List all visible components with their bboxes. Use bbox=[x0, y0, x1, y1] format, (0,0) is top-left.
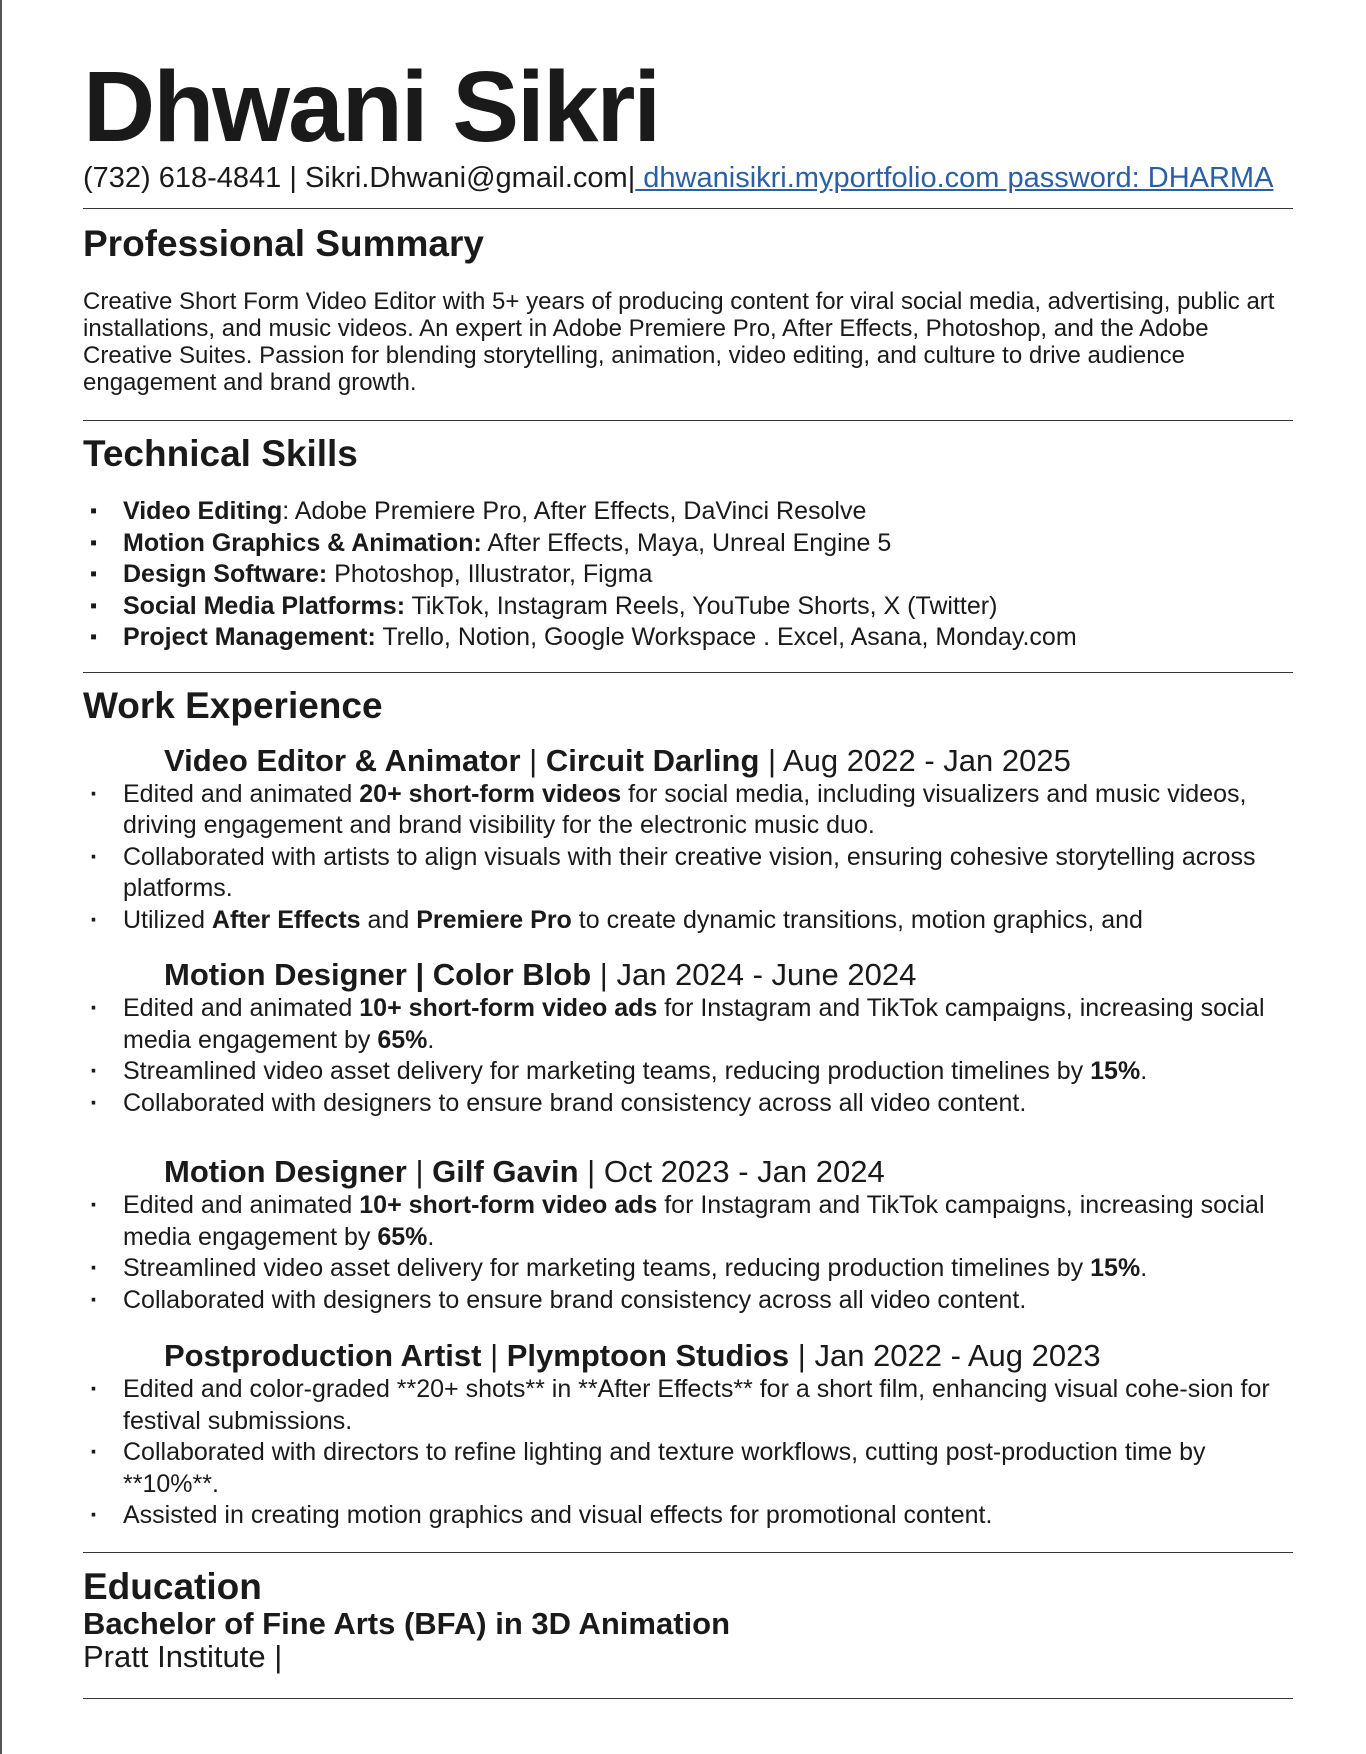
job-bullet bbox=[83, 1437, 1293, 1500]
bullet-text: Streamlined video asset delivery for marketing teams, reducing production timelines by bbox=[123, 1254, 1091, 1282]
job-bullets bbox=[83, 993, 1293, 1119]
bullet-emphasis: Premiere Pro bbox=[416, 905, 572, 934]
divider bbox=[83, 1552, 1293, 1553]
job-bullet bbox=[83, 1500, 1293, 1532]
skill-label: Social Media Platforms: bbox=[123, 591, 406, 620]
bullet-text: and bbox=[360, 905, 417, 934]
job-title bbox=[164, 1338, 1293, 1374]
bullet-text: Edited and animated bbox=[123, 1191, 360, 1219]
bullet-text: Collaborated with artists to align visuals with their creative vision, ensuring cohesive storytelling across platforms. bbox=[123, 842, 1256, 902]
skill-item bbox=[83, 528, 1293, 560]
job-company: Color Blob bbox=[432, 957, 592, 992]
job-title bbox=[164, 743, 1293, 779]
title-separator: | bbox=[520, 742, 546, 778]
job-company: Plymptoon Studios bbox=[506, 1338, 790, 1373]
bullet-text: . bbox=[427, 1222, 435, 1251]
skill-value: After Effects, Maya, Unreal Engine 5 bbox=[487, 528, 892, 557]
job-entry bbox=[83, 1338, 1293, 1532]
job-bullet bbox=[83, 779, 1293, 842]
job-dates: | Jan 2022 - Aug 2023 bbox=[789, 1338, 1101, 1373]
bullet-text: for Instagram and TikTok campaigns, increasing social media engagement by bbox=[123, 994, 1265, 1054]
bullet-text: Edited and animated bbox=[123, 994, 360, 1022]
title-separator: | bbox=[481, 1338, 507, 1373]
bullet-emphasis: 15% bbox=[1090, 1057, 1141, 1085]
bullet-text: Edited and animated bbox=[123, 779, 360, 808]
bullet-emphasis: 65% bbox=[377, 1025, 428, 1054]
skill-label: Project Management: bbox=[123, 623, 376, 651]
bullet-text: Streamlined video asset delivery for marketing teams, reducing production timelines by bbox=[123, 1057, 1091, 1085]
bullet-text: Utilized bbox=[123, 905, 212, 934]
job-bullet bbox=[83, 1190, 1293, 1253]
experience-section bbox=[83, 684, 1293, 1532]
bullet-text: Assisted in creating motion graphics and visual effects for promotional content. bbox=[123, 1501, 993, 1529]
bullet-text: Collaborated with designers to ensure brand consistency across all video content. bbox=[123, 1285, 1027, 1314]
education-degree: Bachelor of Fine Arts (BFA) in 3D Animation bbox=[83, 1605, 731, 1641]
education-section bbox=[83, 1567, 1293, 1673]
job-dates: | Oct 2023 - Jan 2024 bbox=[578, 1154, 885, 1189]
summary-heading: Professional Summary bbox=[83, 223, 484, 264]
job-bullet bbox=[83, 1088, 1293, 1120]
skill-value: TikTok, Instagram Reels, YouTube Shorts, X (Twitter) bbox=[411, 591, 998, 620]
job-role: Motion Designer bbox=[164, 1154, 407, 1189]
title-separator: | bbox=[406, 957, 433, 992]
job-bullet bbox=[83, 1374, 1293, 1437]
skill-item bbox=[83, 496, 1293, 528]
job-bullet bbox=[83, 1253, 1293, 1285]
job-title bbox=[164, 957, 1293, 993]
skill-value: Photoshop, Illustrator, Figma bbox=[334, 560, 653, 588]
bullet-text: Edited and color-graded **20+ shots** in **After Effects** for a short film, enhancing visual cohe-sion for festival submissions. bbox=[123, 1375, 1270, 1435]
job-bullet bbox=[83, 1056, 1293, 1088]
bullet-emphasis: 10+ short-form video ads bbox=[359, 994, 658, 1022]
divider bbox=[83, 672, 1293, 673]
summary-section bbox=[83, 222, 1293, 396]
bullet-text: Collaborated with directors to refine lighting and texture workflows, cutting post-production time by **10%**. bbox=[123, 1438, 1206, 1498]
education-heading: Education bbox=[83, 1565, 262, 1607]
skills-heading: Technical Skills bbox=[83, 433, 358, 474]
portfolio-link[interactable]: dhwanisikri.myportfolio.com password: DHARMA bbox=[635, 162, 1274, 194]
skill-item bbox=[83, 622, 1293, 654]
job-dates: | Jan 2024 - June 2024 bbox=[591, 957, 917, 992]
bullet-emphasis: 20+ short-form videos bbox=[359, 779, 622, 808]
bullet-text: to create dynamic transitions, motion graphics, and bbox=[571, 905, 1143, 934]
divider bbox=[83, 1698, 1293, 1699]
job-entry bbox=[83, 957, 1293, 1119]
job-role: Motion Designer bbox=[164, 957, 407, 992]
bullet-text: . bbox=[1140, 1057, 1148, 1085]
experience-heading: Work Experience bbox=[83, 684, 383, 726]
bullet-emphasis: After Effects bbox=[211, 905, 361, 934]
bullet-text: Collaborated with designers to ensure brand consistency across all video content. bbox=[123, 1088, 1027, 1117]
resume-page bbox=[83, 51, 1293, 1699]
skill-label: Motion Graphics & Animation: bbox=[123, 528, 482, 557]
job-bullet bbox=[83, 993, 1293, 1056]
skill-value: Adobe Premiere Pro, After Effects, DaVinci Resolve bbox=[294, 497, 867, 525]
contact-text: (732) 618-4841 | Sikri.Dhwani@gmail.com| bbox=[83, 162, 636, 194]
bullet-text: for social media, including visualizers and music videos, driving engagement and brand visibility for the electronic music duo. bbox=[123, 779, 1247, 839]
skill-item bbox=[83, 559, 1293, 591]
job-entry bbox=[83, 1154, 1293, 1316]
job-company: Circuit Darling bbox=[545, 742, 760, 778]
job-role: Postproduction Artist bbox=[164, 1338, 482, 1373]
title-separator: | bbox=[406, 1154, 433, 1189]
job-company: Gilf Gavin bbox=[432, 1154, 579, 1189]
candidate-name: Dhwani Sikri bbox=[83, 51, 660, 163]
skill-label: Design Software: bbox=[123, 560, 328, 588]
job-dates: | Aug 2022 - Jan 2025 bbox=[759, 742, 1071, 778]
skill-value: Trello, Notion, Google Workspace . Excel, Asana, Monday.com bbox=[382, 623, 1077, 651]
bullet-emphasis: 10+ short-form video ads bbox=[359, 1191, 658, 1219]
divider bbox=[83, 208, 1293, 209]
bullet-text: . bbox=[1140, 1254, 1148, 1282]
job-title bbox=[164, 1154, 1293, 1190]
skill-separator: : bbox=[282, 497, 295, 525]
job-bullet bbox=[83, 905, 1293, 937]
bullet-text: for Instagram and TikTok campaigns, increasing social media engagement by bbox=[123, 1191, 1265, 1251]
skills-section bbox=[83, 432, 1293, 654]
contact-line bbox=[83, 162, 1293, 194]
education-school: Pratt Institute | bbox=[83, 1638, 283, 1674]
bullet-emphasis: 15% bbox=[1090, 1254, 1141, 1282]
job-role: Video Editor & Animator bbox=[164, 742, 521, 778]
page-edge bbox=[0, 0, 2, 1754]
job-bullets bbox=[83, 1374, 1293, 1532]
skill-label: Video Editing bbox=[123, 497, 283, 525]
skill-item bbox=[83, 591, 1293, 623]
bullet-emphasis: 65% bbox=[377, 1222, 428, 1251]
summary-text: Creative Short Form Video Editor with 5+ years of producing content for viral social media, advertising, public art installations, and music videos. An expert in Adobe Premiere Pro, After Effects, Photoshop, and the Adobe Creative Suites. Passion for blending storytelling, animation, video editing, and culture to drive audience engagement and brand growth. bbox=[83, 288, 1275, 396]
job-bullet bbox=[83, 1285, 1293, 1317]
job-bullets bbox=[83, 1190, 1293, 1316]
skills-list bbox=[83, 496, 1293, 654]
bullet-text: . bbox=[427, 1025, 435, 1054]
job-entry bbox=[83, 743, 1293, 937]
divider bbox=[83, 420, 1293, 421]
job-bullet bbox=[83, 842, 1293, 905]
job-bullets bbox=[83, 779, 1293, 937]
